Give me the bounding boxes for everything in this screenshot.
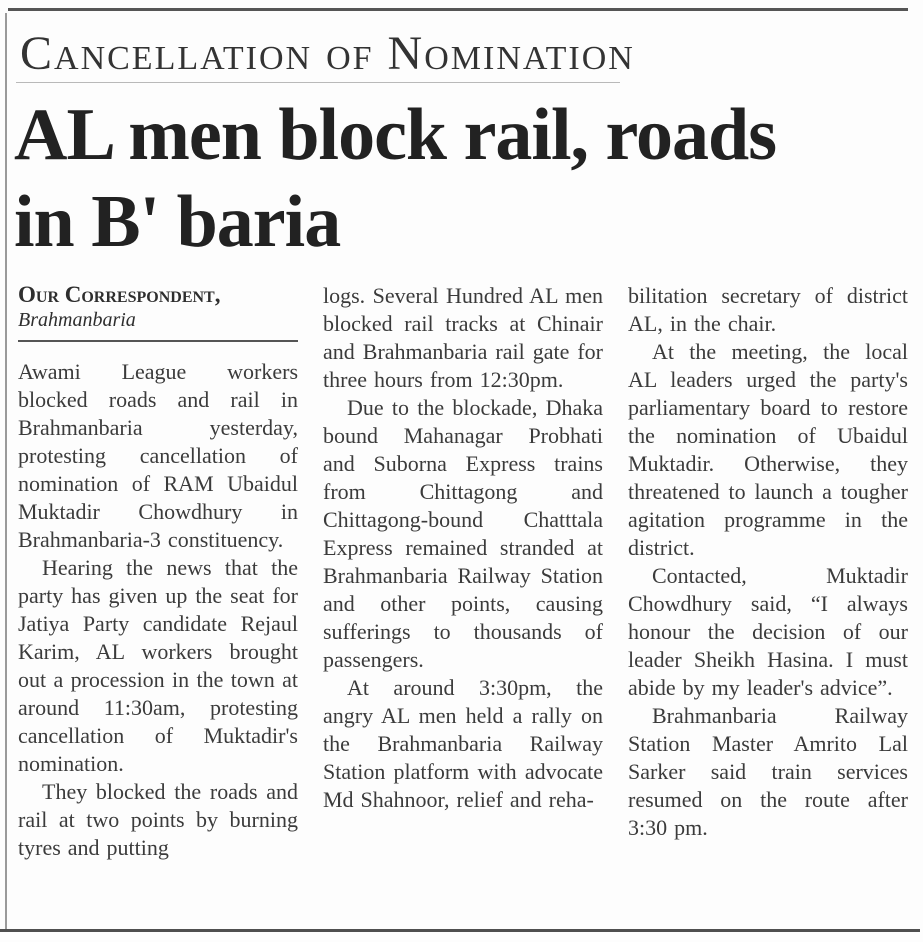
article-paragraph: At the meeting, the local AL leaders urged the party's parliamentary board to restore the nomination of Ubaidul Muktadir. Otherwise, they threatened to launch a tougher agitation programme in the district. [628, 339, 908, 560]
headline-line-2: in B' baria [14, 181, 341, 263]
article-paragraph: bilitation secretary of district AL, in the chair. [628, 283, 908, 336]
article-paragraph: Due to the blockade, Dhaka bound Mahanagar Probhati and Suborna Express trains from Chittagong and Chittagong-bound Chatttala Express remained stranded at Brahmanbaria Railway Station and other points, causing sufferings to thousands of passengers. [323, 395, 603, 672]
headline-line-1: AL men block rail, roads [14, 94, 776, 176]
column-3-paragraphs [628, 282, 908, 842]
column-1 [18, 282, 298, 930]
column-3 [628, 282, 908, 930]
bottom-rule [0, 929, 920, 932]
byline-place: Brahmanbaria [18, 309, 136, 331]
byline-rule [18, 340, 298, 342]
article-paragraph: They blocked the roads and rail at two points by burning tyres and putting [18, 779, 298, 860]
article-paragraph: At around 3:30pm, the angry AL men held a rally on the Brahmanbaria Railway Station platform with advocate Md Shahnoor, relief and reha- [323, 675, 603, 812]
article-paragraph: Brahmanbaria Railway Station Master Amrito Lal Sarker said train services resumed on the route after 3:30 pm. [628, 703, 908, 840]
kicker-underline [16, 82, 620, 83]
article-paragraph: Hearing the news that the party has given up the seat for Jatiya Party candidate Rejaul Karim, AL workers brought out a procession in the town at around 11:30am, protesting cancellation of Muktadir's nomination. [18, 555, 298, 776]
article-paragraph: Awami League workers blocked roads and rail in Brahmanbaria yesterday, protesting cancellation of nomination of RAM Ubaidul Muktadir Chowdhury in Brahmanbaria-3 constituency. [18, 359, 298, 552]
column-2 [323, 282, 603, 930]
article-paragraph: Contacted, Muktadir Chowdhury said, “I always honour the decision of our leader Sheikh Hasina. I must abide by my leader's advice”. [628, 563, 908, 700]
left-rule [5, 13, 7, 929]
column-1-paragraphs [18, 358, 298, 862]
top-rule [8, 8, 908, 11]
byline [18, 282, 298, 342]
kicker: Cancellation of Nomination [20, 27, 635, 80]
article-paragraph: logs. Several Hundred AL men blocked rail tracks at Chinair and Brahmanbaria rail gate for three hours from 12:30pm. [323, 283, 603, 392]
article-columns [18, 282, 908, 930]
byline-name: Our Correspondent, [18, 282, 221, 307]
column-2-paragraphs [323, 282, 603, 814]
headline [14, 92, 914, 266]
